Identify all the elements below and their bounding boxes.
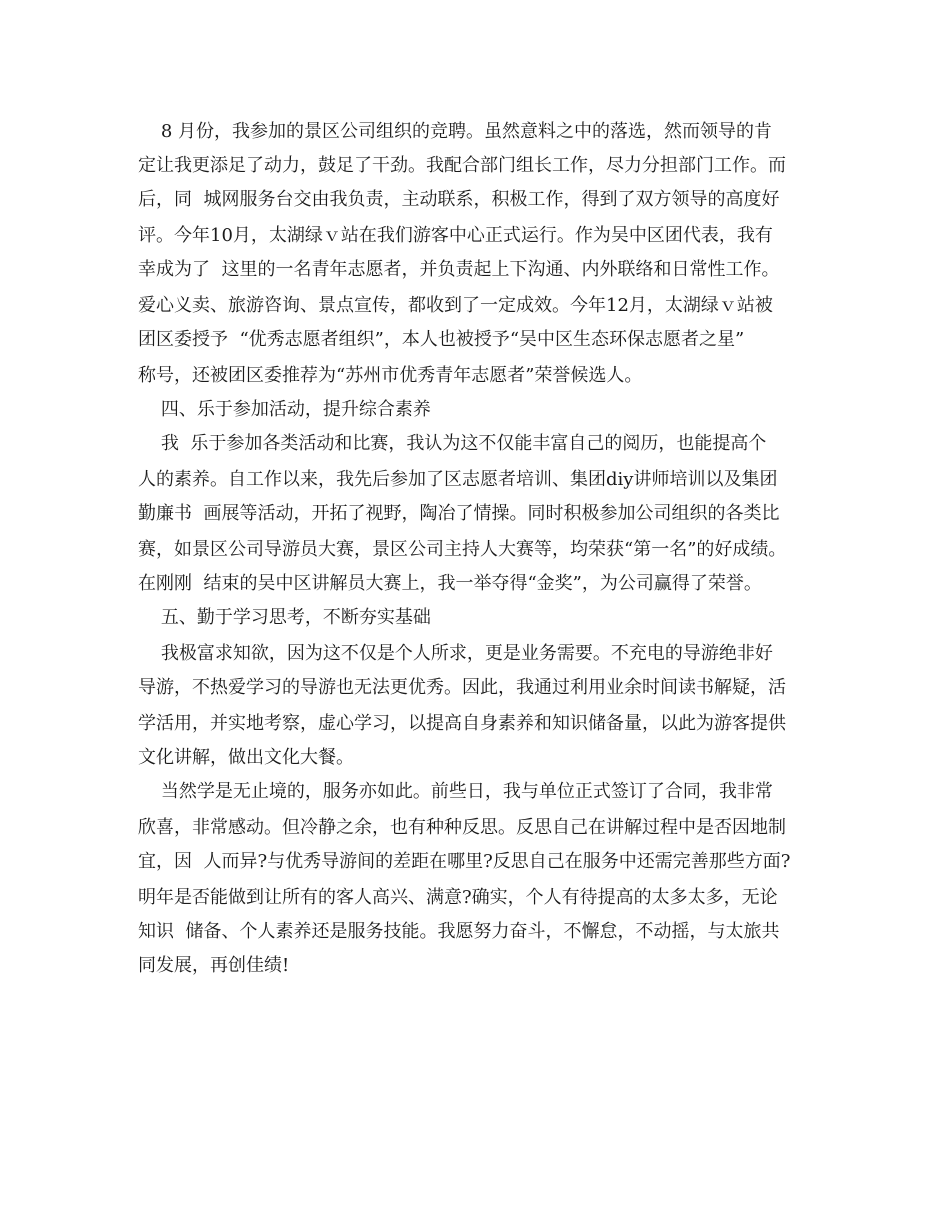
paragraph-line: 爱心义卖、旅游咨询、景点宣传，都收到了一定成效。今年12月，太湖绿ｖ站被 (138, 295, 773, 316)
paragraph-line: 8 月份，我参加的景区公司组织的竞聘。虽然意料之中的落选，然而领导的肯 (138, 121, 773, 142)
paragraph-line: 同发展，再创佳绩! (138, 955, 290, 976)
paragraph-line: 学活用，并实地考察，虚心学习，以提高自身素养和知识储备量，以此为游客提供 (138, 713, 786, 734)
paragraph-line: 宜，因 人而异?与优秀导游间的差距在哪里?反思自己在服务中还需完善那些方面? (138, 851, 791, 872)
paragraph-line: 评。今年10月，太湖绿ｖ站在我们游客中心正式运行。作为吴中区团代表，我有 (138, 225, 773, 246)
paragraph-line: 当然学是无止境的，服务亦如此。前些日，我与单位正式签订了合同，我非常 (138, 781, 773, 802)
paragraph-line: 欣喜，非常感动。但冷静之余，也有种种反思。反思自己在讲解过程中是否因地制 (138, 817, 786, 838)
paragraph-line: 定让我更添足了动力，鼓足了干劲。我配合部门组长工作，尽力分担部门工作。而 (138, 155, 786, 176)
paragraph-line: 导游，不热爱学习的导游也无法更优秀。因此，我通过利用业余时间读书解疑，活 (138, 677, 786, 698)
paragraph-line: 勤廉书 画展等活动，开拓了视野，陶冶了情操。同时积极参加公司组织的各类比 (138, 503, 780, 524)
paragraph-line: 人的素养。自工作以来，我先后参加了区志愿者培训、集团diy讲师培训以及集团 (138, 469, 778, 490)
section-heading: 四、乐于参加活动，提升综合素养 (138, 399, 431, 420)
paragraph-line: 幸成为了 这里的一名青年志愿者，并负责起上下沟通、内外联络和日常性工作。 (138, 259, 780, 280)
paragraph-line: 我极富求知欲，因为这不仅是个人所求，更是业务需要。不充电的导游绝非好 (138, 643, 773, 664)
paragraph-line: 明年是否能做到让所有的客人高兴、满意?确实，个人有待提高的太多太多，无论 (138, 887, 778, 908)
paragraph-line: 我 乐于参加各类活动和比赛，我认为这不仅能丰富自己的阅历，也能提高个 (138, 433, 767, 454)
paragraph-line: 团区委授予 “优秀志愿者组织”，本人也被授予“吴中区生态环保志愿者之星” (138, 329, 745, 350)
paragraph-line: 后，同 城网服务台交由我负责，主动联系，积极工作，得到了双方领导的高度好 (138, 189, 780, 210)
paragraph-line: 在刚刚 结束的吴中区讲解员大赛上，我一举夺得“金奖”，为公司赢得了荣誉。 (138, 573, 762, 594)
paragraph-line: 文化讲解，做出文化大餐。 (138, 747, 354, 768)
paragraph-line: 知识 储备、个人素养还是服务技能。我愿努力奋斗，不懈怠，不动摇，与太旅共 (138, 921, 780, 942)
section-heading: 五、勤于学习思考，不断夯实基础 (138, 607, 431, 628)
paragraph-line: 称号，还被团区委推荐为“苏州市优秀青年志愿者”荣誉候选人。 (138, 365, 643, 386)
paragraph-line: 赛，如景区公司导游员大赛，景区公司主持人大赛等，均荣获“第一名”的好成绩。 (138, 539, 787, 560)
